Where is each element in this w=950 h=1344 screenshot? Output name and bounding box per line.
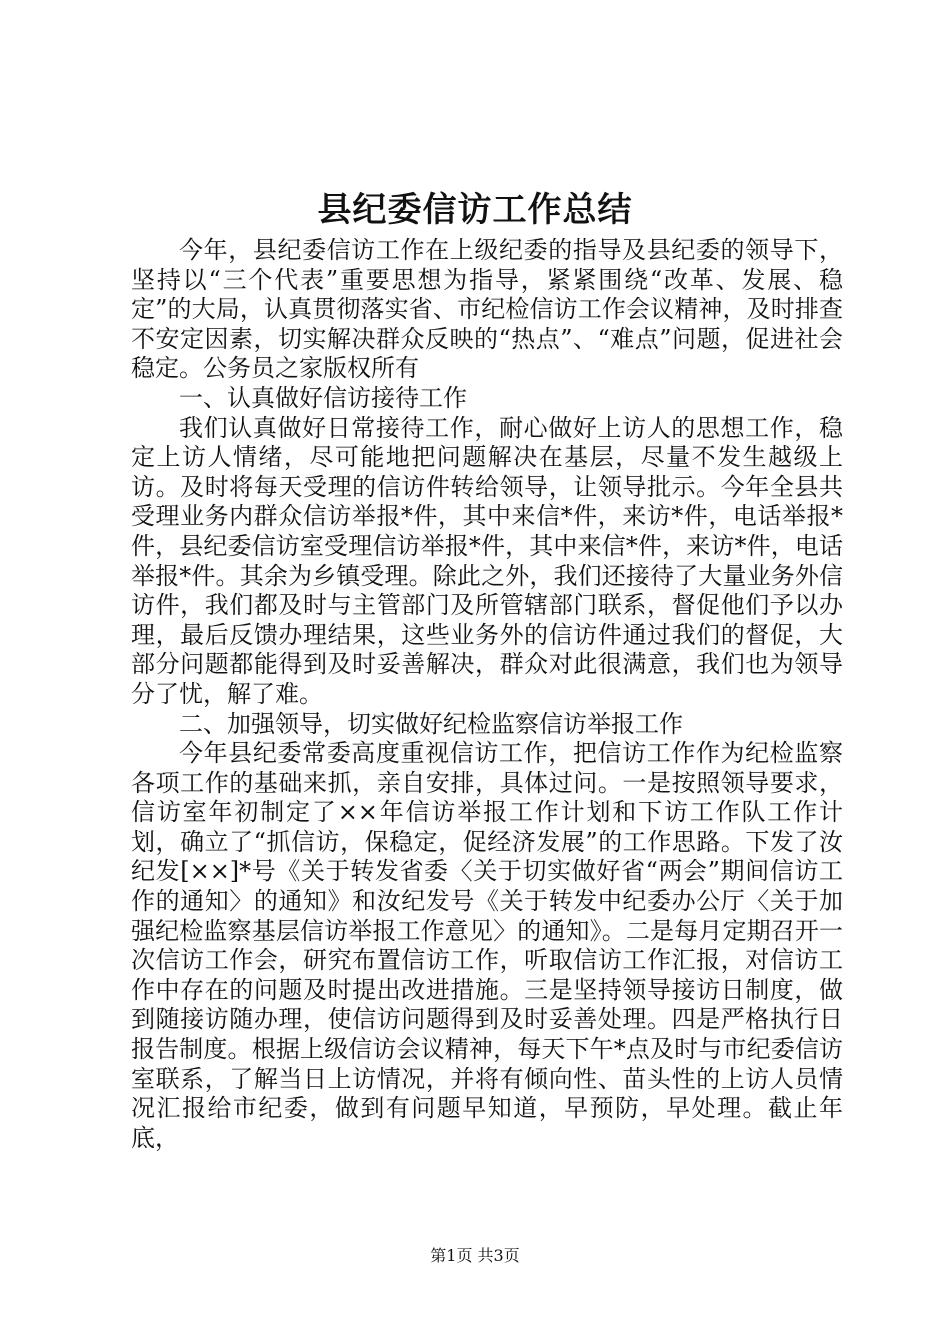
paragraph-intro: 今年，县纪委信访工作在上级纪委的指导及县纪委的领导下，坚持以“三个代表”重要思想为指导，紧紧围绕“改革、发展、稳定”的大局，认真贯彻落实省、市纪检信访工作会议精神，及时排查不安定因素，切实解决群众反映的“热点”、“难点”问题，促进社会稳定。公务员之家版权所有 (131, 236, 843, 383)
document-title: 县纪委信访工作总结 (317, 190, 633, 230)
page-number-footer: 第1页 共3页 (430, 1246, 520, 1265)
paragraph-section-1: 我们认真做好日常接待工作，耐心做好上访人的思想工作，稳定上访人情绪，尽可能地把问题解决在基层，尽量不发生越级上访。及时将每天受理的信访件转给领导，让领导批示。今年全县共受理业务内群众信访举报*件，其中来信*件，来访*件，电话举报*件，县纪委信访室受理信访举报*件，其中来信*件，来访*件，电话举报*件。其余为乡镇受理。除此之外，我们还接待了大量业务外信访件，我们都及时与主管部门及所管辖部门联系，督促他们予以办理，最后反馈办理结果，这些业务外的信访件通过我们的督促，大部分问题都能得到及时妥善解决，群众对此很满意，我们也为领导分了忧，解了难。 (131, 413, 843, 708)
section-heading-2: 二、加强领导，切实做好纪检监察信访举报工作 (179, 709, 683, 738)
document-body (131, 236, 843, 1153)
section-heading-1: 一、认真做好信访接待工作 (179, 383, 467, 412)
paragraph-section-2: 今年县纪委常委高度重视信访工作，把信访工作作为纪检监察各项工作的基础来抓，亲自安排，具体过问。一是按照领导要求，信访室年初制定了××年信访举报工作计划和下访工作队工作计划，确立了“抓信访，保稳定，促经济发展”的工作思路。下发了汝纪发[××]*号《关于转发省委〈关于切实做好省“两会”期间信访工作的通知〉的通知》和汝纪发号《关于转发中纪委办公厅〈关于加强纪检监察基层信访举报工作意见〉的通知》。二是每月定期召开一次信访工作会，研究布置信访工作，听取信访工作汇报，对信访工作中存在的问题及时提出改进措施。三是坚持领导接访日制度，做到随接访随办理，使信访问题得到及时妥善处理。四是严格执行日报告制度。根据上级信访会议精神，每天下午*点及时与市纪委信访室联系，了解当日上访情况，并将有倾向性、苗头性的上访人员情况汇报给市纪委，做到有问题早知道，早预防，早处理。截止年底， (131, 739, 843, 1152)
